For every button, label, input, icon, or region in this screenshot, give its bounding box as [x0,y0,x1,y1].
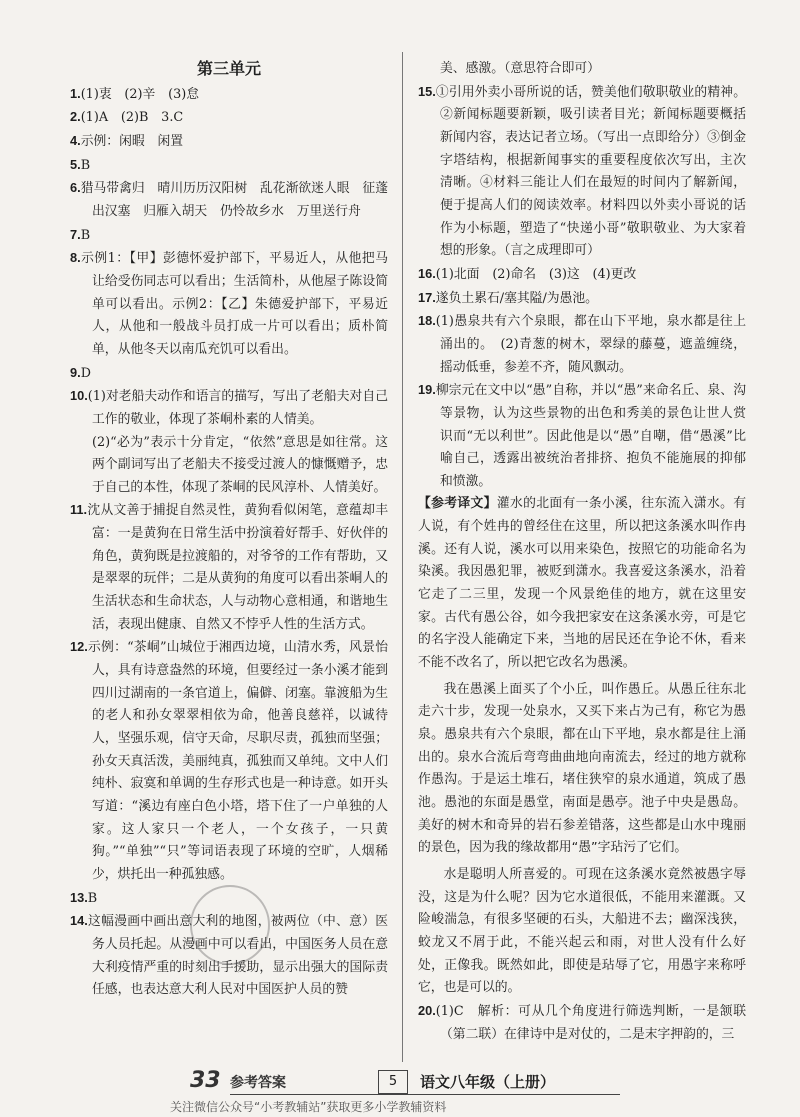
answer-text: (1)衷 (2)辛 (3)怠 [80,86,200,102]
answer-item [70,499,388,636]
answer-item [418,287,746,311]
answer-number: 8. [70,250,81,266]
answer-text: 示例：闲暇 闲置 [80,133,184,149]
answer-text: ①引用外卖小哥所说的话，赞美他们敬职敬业的精神。②新闻标题要新颖，吸引读者目光；新闻标题要概括新闻内容，表达记者立场。（写出一点即给分）③倒金字塔结构，根据新闻事实的重要程度依次写出，主次清晰。④材料三能让人们在最短的时间内了解新闻，便于提高人们的阅读效率。材料四以外卖小哥说的话作为小标题，塑造了“快递小哥”敬职敬业、为大家着想的形象。（言之成理即可） [435,84,746,259]
answer-item [70,224,388,248]
answer-item [418,58,746,81]
answer-number: 7. [70,226,81,242]
left-column [70,58,388,1002]
answer-text: 沈从文善于捕捉自然灵性，黄狗看似闲笔，意蕴却丰富：一是黄狗在日常生活中扮演着好帮手、好伙伴的角色，黄狗既是拉渡船的，对爷爷的工作有帮助，又是翠翠的玩伴；二是从黄狗的角度可以看出茶峒人的生活状态和生命状态，人与动物心意相通，和谐地生活，表现出健康、自然又不悖乎人性的生活方式。 [87,503,388,632]
answer-text: 美、感激。（意思符合即可） [440,61,600,76]
answer-number: 5. [70,156,81,172]
answer-number: 13. [70,889,88,905]
translation-paragraph [418,679,746,860]
answer-item [70,636,388,886]
answer-item [418,379,746,493]
answer-number: 9. [70,364,81,380]
answer-text: (1)C 解析：可从几个角度进行筛选判断，一是颔联（第二联）在律诗中是对仗的，二是末字押韵的，三 [435,1003,746,1042]
answer-number: 20. [418,1002,436,1018]
answer-number: 1. [70,85,81,101]
answer-item [418,81,746,263]
answer-text: (1)北面 (2)命名 (3)这 (4)更改 [435,266,637,282]
answer-text: B [87,890,98,906]
brand-logo-icon: 33 [190,1068,221,1093]
answer-text: 这幅漫画中画出意大利的地图，被两位（中、意）医务人员托起。从漫画中可以看出，中国医务人员在意大利疫情严重的时刻出手援助，显示出强大的国际责任感，也表达意大利人民对中国医护人员的赞 [87,914,388,998]
answer-item [70,106,388,130]
answer-item [70,432,388,500]
answer-item [70,154,388,178]
answer-text: 猎马带禽归 晴川历历汉阳树 乱花渐欲迷人眼 征蓬出汉塞 归雁入胡天 仍怜故乡水 万里送行舟 [80,181,388,219]
answer-number: 19. [418,382,436,398]
answer-number: 15. [418,83,436,99]
answer-item [70,83,388,107]
footer-rule [230,1094,620,1095]
answer-number: 16. [418,265,436,281]
answer-text: D [80,365,91,381]
answer-number: 2. [70,109,81,125]
right-column [418,58,746,1046]
page-number: 5 [378,1070,408,1094]
answer-text: (1)对老船夫动作和语言的描写，写出了老船夫对自己工作的敬业，体现了茶峒朴素的人情美。 [87,389,388,427]
answer-number: 17. [418,289,436,305]
answer-text: 遂负土累石/塞其隘/为愚池。 [435,290,598,306]
answer-item [70,362,388,386]
translation-paragraph [418,864,746,1000]
reference-translation [418,493,746,999]
answer-text: B [80,157,91,173]
footer-subject: 语文八年级（上册） [420,1073,556,1091]
answer-number: 4. [70,132,81,148]
answer-number: 11. [70,502,88,518]
page-footer [190,1068,620,1102]
answer-number: 6. [70,180,81,196]
answer-text: 示例：“茶峒”山城位于湘西边境，山清水秀，风景怡人，具有诗意盎然的环境，但要经过一条小溪才能到四川过湖南的一条官道上，偏僻、闭塞。靠渡船为生的老人和孙女翠翠相依为命，他善良慈祥，以诚待人，坚强乐观，信守天命，尽职尽责，孤独而坚强；孙女天真活泼，美丽纯真，孤独而又单纯。文中人们纯朴、寂寞和单调的生存形式也是一种诗意。如开头写道：“溪边有座白色小塔，塔下住了一户单独的人家。这人家只一个老人，一个女孩子，一只黄狗。”“单独”“只”等词语表现了环境的空旷，人烟稀少，烘托出一种孤独感。 [87,640,388,882]
stamp-mark [190,885,270,965]
answer-text: 柳宗元在文中以“愚”自称，并以“愚”来命名丘、泉、沟等景物，认为这些景物的出色和秀美的景色让世人赏识而“无以利世”。因此他是以“愚”自嘲，借“愚溪”比喻自己，透露出被统治者排挤、抱负不能施展的抑郁和愤激。 [435,383,746,489]
translation-text: 灌水的北面有一条小溪，往东流入潇水。有人说，有个姓冉的曾经住在这里，所以把这条溪水叫作冉溪。还有人说，溪水可以用来染色，按照它的功能命名为染溪。我因愚犯罪，被贬到潇水。我喜爱这条溪水，沿着它走了二三里，发现一个风景绝佳的地方，就在这里安家。古代有愚公谷，如今我把家安在这条溪水旁，可是它的名字没人能确定下来，当地的居民还在争论不休，看来不能不改名了，所以把它改名为愚溪。 [418,496,747,671]
right-answer-list [418,58,746,493]
answer-item [418,310,746,379]
answer-text: B [80,227,91,243]
answer-item [70,247,388,361]
answer-number: 14. [70,913,88,929]
translation-paragraph [418,493,746,674]
answer-text: (2)“必为”表示十分肯定，“依然”意思是如往常。这两个副词写出了老船夫不接受过渡人的慷慨赠予，忠于自己的本性，体现了茶峒的民风淳朴、人情美好。 [92,434,388,495]
translation-label: 【参考译文】 [418,496,497,512]
answer-item [70,130,388,154]
answer-number: 18. [418,313,436,329]
left-answer-list [70,83,388,1002]
answer-text: (1)A (2)B 3.C [80,110,184,126]
watermark-text: 关注微信公众号“小考教辅站”获取更多小学教辅资料 [170,1100,447,1114]
answer-number: 10. [70,388,88,404]
column-divider [402,52,403,1062]
translation-text: 我在愚溪上面买了个小丘，叫作愚丘。从愚丘往东北走六十步，发现一处泉水，又买下来占为己有，称它为愚泉。愚泉共有六个泉眼，都在山下平地，泉水都是往上涌出的。泉水合流后弯弯曲曲地向南流去，经过的地方就称作愚沟。于是运土堆石，堵住狭窄的泉水通道，筑成了愚池。愚池的东面是愚堂，南面是愚亭。池子中央是愚岛。美好的树木和奇异的岩石参差错落，这些都是山水中瑰丽的景色，因为我的缘故都用“愚”字玷污了它们。 [418,681,746,856]
answer-item [418,263,746,287]
unit-title: 第三单元 [196,59,261,78]
answer-item [70,177,388,223]
answer-item-20 [418,1000,746,1046]
translation-text: 水是聪明人所喜爱的。可现在这条溪水竟然被愚字辱没，这是为什么呢？因为它水道很低，不能用来灌溉。又险峻湍急，有很多坚硬的石头，大船进不去；幽深浅狭，蛟龙又不屑于此，不能兴起云和雨，对世人没有什么好处，正像我。既然如此，即使是玷辱了它，用愚字来称呼它，也是可以的。 [418,866,746,996]
answer-text: 示例1：【甲】彭德怀爱护部下，平易近人，从他把马让给受伤同志可以看出；生活简朴，从他屋子陈设简单可以看出。示例2：【乙】朱德爱护部下，平易近人，从他和一般战斗员打成一片可以看出；质朴简单，从他冬天以南瓜充饥可以看出。 [80,251,388,357]
answer-item [70,385,388,431]
footer-brand: 参考答案 [230,1075,286,1091]
answer-number: 12. [70,639,88,655]
answer-text: (1)愚泉共有六个泉眼，都在山下平地，泉水都是往上涌出的。 (2)青葱的树木，翠绿的藤蔓，遮盖缠绕，摇动低垂，参差不齐，随风飘动。 [435,314,746,375]
